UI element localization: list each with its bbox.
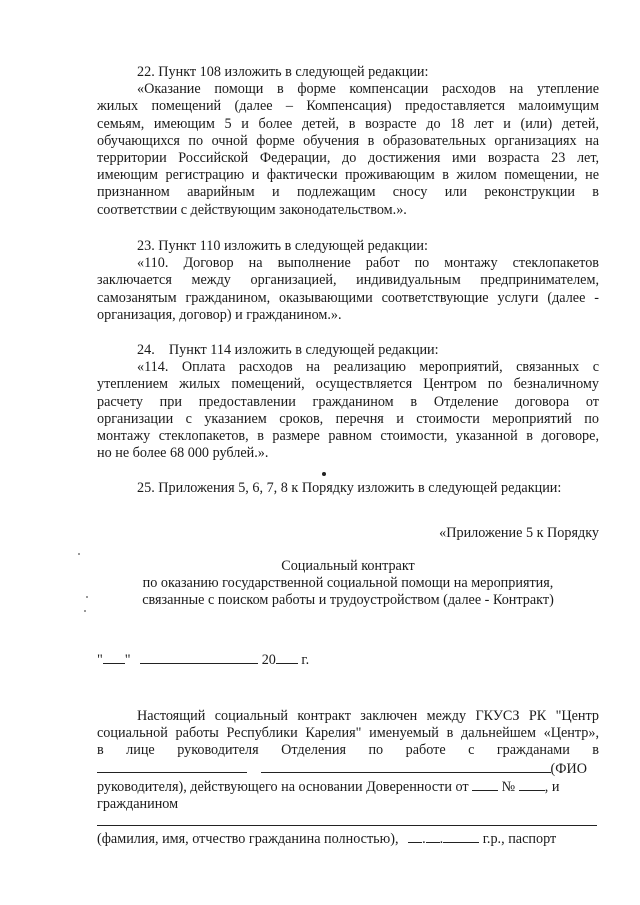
proxy-end: , и (544, 778, 560, 795)
number-sign: № (501, 778, 516, 795)
section-23 (97, 238, 599, 324)
proxy-date-blank[interactable] (472, 778, 498, 791)
passport-label: г.р., паспорт (482, 831, 557, 848)
section-23-line: организация, договор) и гражданином.». (97, 306, 342, 323)
date-day-blank[interactable] (103, 651, 125, 664)
scan-speck (78, 553, 80, 555)
birth-dot: . (439, 831, 444, 848)
birth-day-blank[interactable] (408, 830, 422, 843)
contract-header (97, 558, 599, 610)
contract-body-line: гражданином (97, 796, 179, 813)
section-25-heading: 25. Приложения 5, 6, 7, 8 к Порядку изложить в следующей редакции: (137, 480, 562, 496)
contract-body-line: Настоящий социальный контракт заключен между ГКУСЗ РК "Центр (137, 708, 599, 724)
contract-body-line (97, 830, 599, 848)
birth-month-blank[interactable] (426, 830, 440, 843)
proxy-number-blank[interactable] (519, 778, 545, 791)
section-24 (97, 342, 599, 462)
contract-date-line (97, 651, 599, 669)
contract-body-line (97, 813, 599, 830)
scan-speck (322, 472, 326, 476)
section-24-heading: 24. Пункт 114 изложить в следующей редакции: (137, 342, 439, 358)
appendix-label: «Приложение 5 к Порядку (439, 525, 599, 541)
section-24-line: «114. Оплата расходов на реализацию мероприятий, связанных с (137, 359, 599, 376)
section-24-line: но не более 68 000 рублей.». (97, 445, 269, 462)
section-24-line: расчету при предоставлении гражданином в Отделение договора от (97, 393, 599, 410)
section-22-line: семьям, имеющим 5 и более детей, в возрасте до 18 лет и (или) детей, (97, 115, 599, 132)
section-22-line: «Оказание помощи в форме компенсации расходов на утепление (137, 81, 599, 98)
contract-body (97, 708, 599, 848)
section-24-line: организации с указанием сроков, перечня и стоимости мероприятий по (97, 410, 599, 427)
section-22-line: соответствии с действующим законодательством.». (97, 201, 407, 218)
date-year-blank[interactable] (276, 651, 298, 664)
section-23-line: самозанятым гражданином, оказывающими соответствующие услуги (далее - (97, 289, 599, 306)
contract-body-line: в лице руководителя Отделения по работе с гражданами в (97, 742, 599, 759)
contract-body-line (97, 778, 599, 796)
section-23-line: заключается между организацией, индивидуальным предпринимателем, (97, 272, 599, 289)
contract-title: Социальный контракт (281, 558, 415, 574)
appendix-reference (97, 525, 599, 542)
date-open-quote: " (97, 652, 103, 668)
citizen-name-blank[interactable] (97, 813, 597, 826)
birth-dot: . (422, 831, 426, 848)
section-22-line: признанном аварийным и подлежащим сносу или реконструкции в (97, 184, 599, 201)
head-name-blank[interactable] (261, 760, 551, 773)
citizen-fullname-label: (фамилия, имя, отчество гражданина полностью), (97, 831, 399, 848)
scan-speck (86, 596, 88, 598)
contract-body-line: социальной работы Республики Карелия" именуемый в дальнейшем «Центр», (97, 725, 599, 742)
section-23-line: «110. Договор на выполнение работ по монтажу стеклопакетов (137, 255, 599, 272)
section-22-line: имеющим регистрацию и фактически проживающим в жилом помещении, не (97, 167, 599, 184)
scan-speck (84, 610, 86, 612)
section-22-line: территории Российской Федерации, до достижения ими возраста 23 лет, (97, 150, 599, 167)
section-22-line: обучающихся по очной форме обучения в образовательных организациях на (97, 132, 599, 149)
date-suffix: г. (301, 652, 310, 668)
proxy-text: руководителя), действующего на основании Доверенности от (97, 778, 469, 795)
date-year-prefix: 20 (261, 652, 276, 668)
fio-label: (ФИО (550, 760, 587, 777)
date-month-blank[interactable] (140, 651, 258, 664)
section-24-line: утеплением жилых помещений, осуществляется Центром по безналичному (97, 376, 599, 393)
contract-subtitle: по оказанию государственной социальной помощи на мероприятия, (142, 575, 554, 592)
department-blank[interactable] (97, 760, 247, 773)
contract-body-line (97, 760, 599, 778)
section-22-line: жилых помещений (далее – Компенсация) предоставляется малоимущим (97, 98, 599, 115)
contract-subtitle: связанные с поиском работы и трудоустройством (далее - Контракт) (142, 592, 554, 609)
date-close-quote: " (124, 652, 131, 668)
birth-year-blank[interactable] (443, 830, 479, 843)
section-25 (97, 480, 599, 497)
section-22-heading: 22. Пункт 108 изложить в следующей редакции: (137, 64, 429, 80)
section-23-heading: 23. Пункт 110 изложить в следующей редакции: (137, 238, 428, 254)
section-22 (97, 64, 599, 219)
section-24-line: монтажу стеклопакетов, в размере равном стоимости, указанной в договоре, (97, 428, 599, 445)
